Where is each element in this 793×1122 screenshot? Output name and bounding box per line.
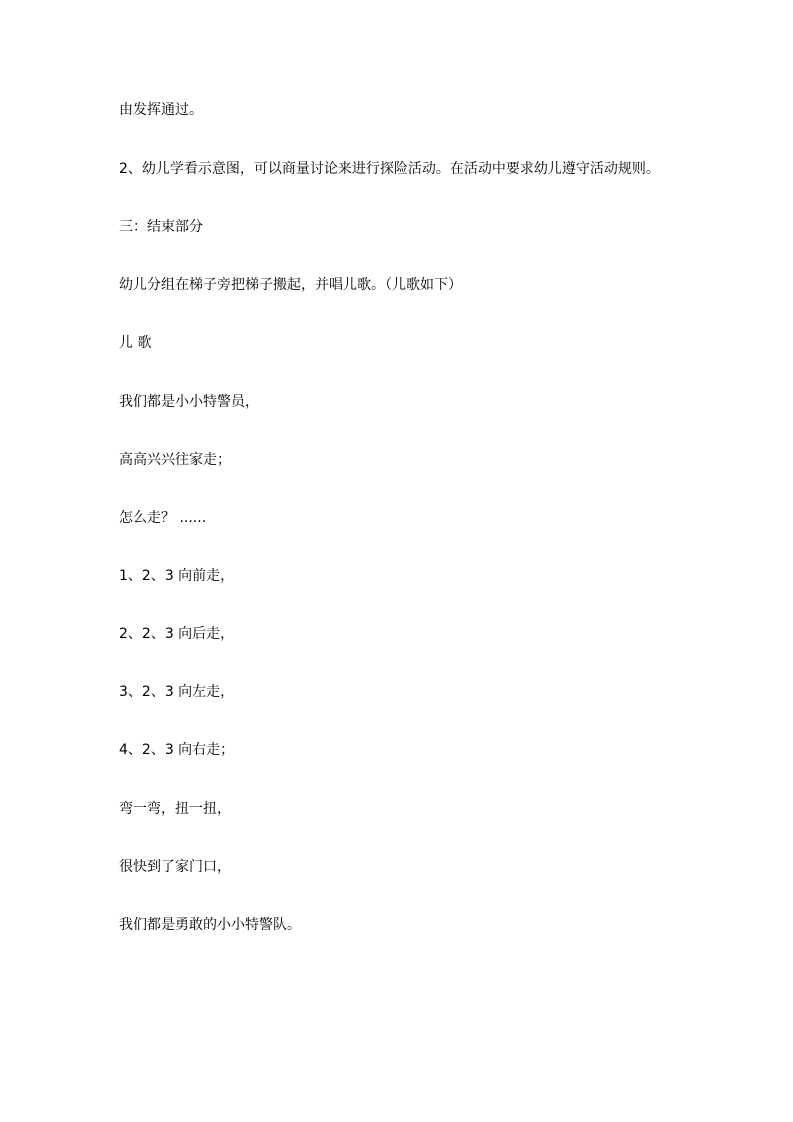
text-line: 幼儿分组在梯子旁把梯子搬起，并唱儿歌。（儿歌如下） [119,277,462,293]
song-line: 2、2、3 向后走， [119,626,235,642]
song-title: 儿 歌 [119,335,152,351]
song-line: 弯一弯，扭一扭， [119,801,231,817]
song-line: 我们都是小小特警员， [119,394,259,410]
song-line: 怎么走？ ...... [119,510,207,526]
song-line: 我们都是勇敢的小小特警队。 [119,917,301,933]
song-line: 很快到了家门口， [119,859,231,875]
song-line: 3、2、3 向左走， [119,684,235,700]
song-line: 4、2、3 向右走； [119,742,235,758]
text-line: 2、幼儿学看示意图，可以商量讨论来进行探险活动。在活动中要求幼儿遵守活动规则。 [119,161,660,177]
section-heading: 三：结束部分 [119,219,203,235]
text-line: 由发挥通过。 [119,102,203,118]
song-line: 高高兴兴往家走； [119,452,231,468]
song-line: 1、2、3 向前走， [119,568,235,584]
